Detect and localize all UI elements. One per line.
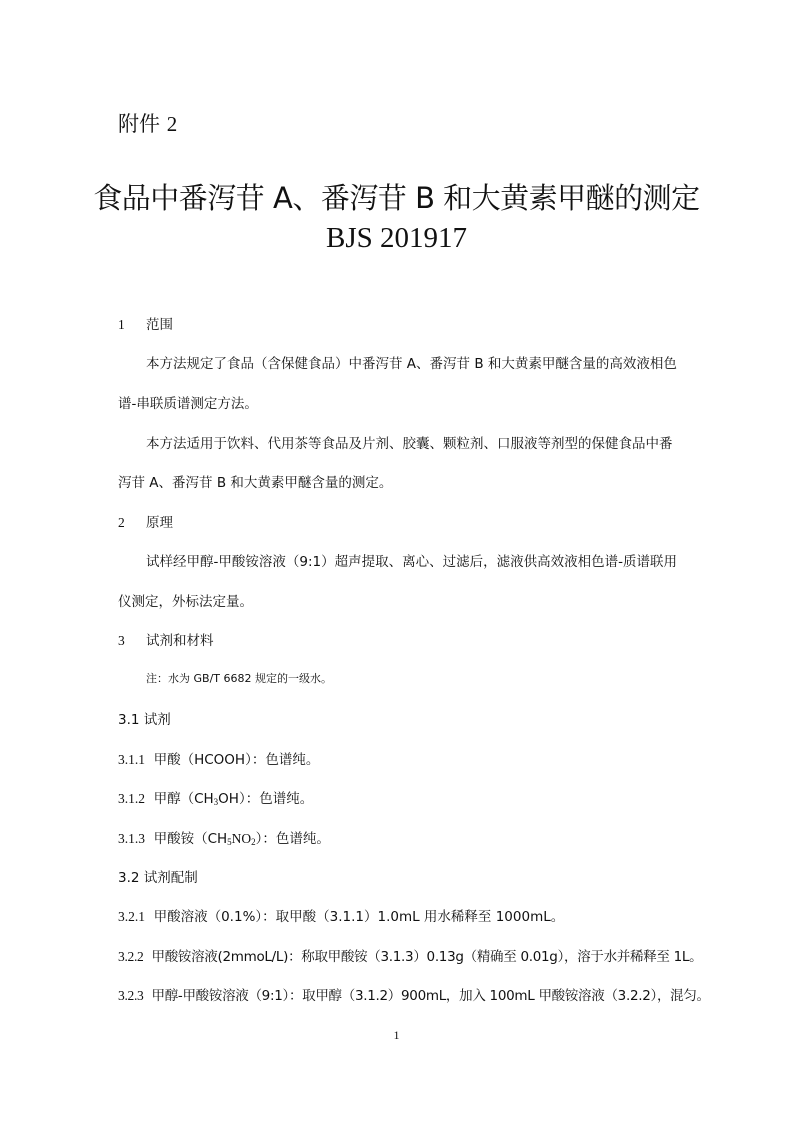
preparation-item [118, 984, 710, 1004]
standard-code: BJS 201917 [325, 222, 467, 254]
item-number: 3.2.2 [118, 949, 144, 964]
item-text: 甲醇（CH [153, 791, 214, 807]
attachment-number: 2 [166, 112, 178, 136]
paragraph-line: 本方法规定了食品（含保健食品）中番泻苷 A、番泻苷 B 和大黄素甲醚含量的高效液相色 [146, 356, 677, 372]
item-number: 3.1.1 [118, 752, 145, 767]
subsection-heading-reagents: 3.1 试剂 [118, 712, 171, 728]
item-text: OH）：色谱纯。 [218, 791, 314, 807]
section-number: 2 [118, 515, 125, 530]
preparation-item [118, 905, 564, 925]
preparation-item [118, 945, 702, 965]
page-number: 1 [393, 1028, 400, 1042]
paragraph-line: 试样经甲醇-甲酸铵溶液（9:1）超声提取、离心、过滤后，滤液供高效液相色谱-质谱联用 [146, 554, 677, 570]
subsection-heading-preparation: 3.2 试剂配制 [118, 870, 198, 886]
section-title: 试剂和材料 [146, 633, 214, 649]
paragraph-line: 泻苷 A、番泻苷 B 和大黄素甲醚含量的测定。 [118, 475, 393, 491]
subscript: 5 [227, 837, 232, 847]
attachment-label [118, 108, 177, 138]
item-text: 甲酸（HCOOH）：色谱纯。 [153, 752, 320, 768]
reagent-item [118, 748, 319, 768]
item-number: 3.1.3 [118, 831, 145, 846]
section-heading-scope [118, 313, 173, 333]
paragraph-line: 本方法适用于饮料、代用茶等食品及片剂、胶囊、颗粒剂、口服液等剂型的保健食品中番 [146, 436, 673, 452]
attachment-text: 附件 [118, 112, 160, 136]
paragraph-line: 仪测定，外标法定量。 [118, 594, 253, 610]
item-text: 甲醇-甲酸铵溶液（9:1）：取甲醇（3.1.2）900mL，加入 100mL 甲酸铵溶液（3.2.2），混匀。 [151, 988, 710, 1004]
paragraph-line: 谱-串联质谱测定方法。 [118, 396, 258, 412]
item-text: 甲酸铵（CH [153, 831, 228, 847]
section-number: 1 [118, 317, 125, 332]
item-text: 甲酸铵溶液(2mmoL/L)：称取甲酸铵（3.1.3）0.13g（精确至 0.01g），溶于水并稀释至 1L。 [151, 949, 703, 965]
note-text: 注：水为 GB/T 6682 规定的一级水。 [146, 672, 332, 685]
item-number: 3.1.2 [118, 791, 145, 806]
subscript: 3 [213, 797, 219, 807]
reagent-item [118, 827, 330, 847]
subscript: 2 [251, 837, 256, 847]
section-title: 原理 [146, 515, 173, 531]
item-text: 甲酸溶液（0.1%）：取甲酸（3.1.1）1.0mL 用水稀释至 1000mL。 [153, 909, 565, 925]
section-heading-reagents [118, 629, 214, 649]
item-text: NO [231, 831, 252, 846]
document-title: 食品中番泻苷 A、番泻苷 B 和大黄素甲醚的测定 [93, 181, 700, 215]
section-number: 3 [118, 633, 125, 648]
item-number: 3.2.1 [118, 909, 145, 924]
item-number: 3.2.3 [118, 988, 144, 1003]
reagent-item [118, 787, 313, 807]
section-heading-principle [118, 511, 173, 531]
item-text: ）：色谱纯。 [255, 831, 330, 847]
section-title: 范围 [146, 317, 173, 333]
